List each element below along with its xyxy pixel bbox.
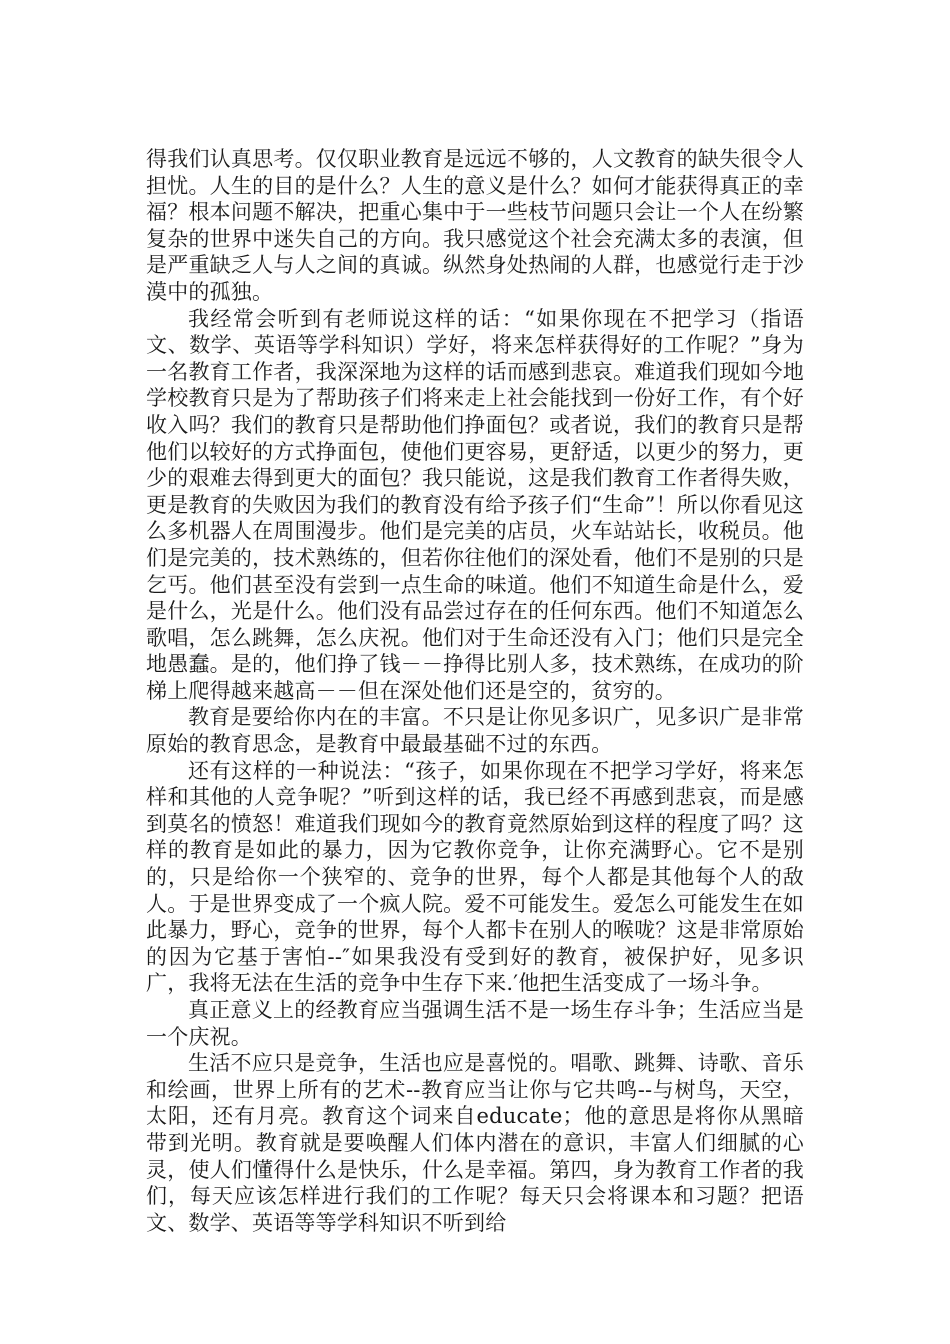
paragraph-1: 得我们认真思考。仅仅职业教育是远远不够的，人文教育的缺失很令人担忧。人生的目的是什么？人生的意义是什么？如何才能获得真正的幸福？根本问题不解决，把重心集中于一些枝节问题只会让一个人在纷繁复杂的世界中迷失自己的方向。我只感觉这个社会充满太多的表演，但是严重缺乏人与人之间的真诚。纵然身处热闹的人群，也感觉行走于沙漠中的孤独。 bbox=[146, 147, 804, 304]
paragraph-5: 真正意义上的经教育应当强调生活不是一场生存斗争；生活应当是一个庆祝。 bbox=[146, 998, 804, 1049]
paragraph-2: 我经常会听到有老师说这样的话：“如果你现在不把学习（指语文、数学、英语等学科知识）学好，将来怎样获得好的工作呢？”身为一名教育工作者，我深深地为这样的话而感到悲哀。难道我们现如今地学校教育只是为了帮助孩子们将来走上社会能找到一份好工作，有个好收入吗？我们的教育只是帮助他们挣面包？或者说，我们的教育只是帮他们以较好的方式挣面包，使他们更容易，更舒适，以更少的努力，更少的艰难去得到更大的面包？我只能说，这是我们教育工作者得失败，更是教育的失败因为我们的教育没有给予孩子们“生命”！所以你看见这么多机器人在周围漫步。他们是完美的店员，火车站站长，收税员。他们是完美的，技术熟练的，但若你往他们的深处看，他们不是别的只是乞丐。他们甚至没有尝到一点生命的味道。他们不知道生命是什么，爱是什么，光是什么。他们没有品尝过存在的任何东西。他们不知道怎么歌唱，怎么跳舞，怎么庆祝。他们对于生命还没有入门；他们只是完全地愚蠢。是的，他们挣了钱－－挣得比别人多，技术熟练，在成功的阶梯上爬得越来越高－－但在深处他们还是空的，贫穷的。 bbox=[146, 306, 804, 703]
document-body bbox=[146, 146, 804, 1236]
paragraph-4: 还有这样的一种说法：“孩子，如果你现在不把学习学好，将来怎样和其他的人竞争呢？”听到这样的话，我已经不再感到悲哀，而是感到莫名的愤怒！难道我们现如今的教育竟然原始到这样的程度了吗？这样的教育是如此的暴力，因为它教你竞争，让你充满野心。它不是别的，只是给你一个狭窄的、竞争的世界，每个人都是其他每个人的敌人。于是世界变成了一个疯人院。爱不可能发生。爱怎么可能发生在如此暴力，野心，竞争的世界，每个人都卡在别人的喉咙？这是非常原始的因为它基于害怕--″如果我没有受到好的教育，被保护好，见多识广，我将无法在生活的竞争中生存下来.′他把生活变成了一场斗争。 bbox=[146, 758, 804, 996]
paragraph-6: 生活不应只是竞争，生活也应是喜悦的。唱歌、跳舞、诗歌、音乐和绘画，世界上所有的艺术--教育应当让你与它共鸣--与树鸟，天空，太阳，还有月亮。教育这个词来自educate；他的意思是将你从黑暗带到光明。教育就是要唤醒人们体内潜在的意识，丰富人们细腻的心灵，使人们懂得什么是快乐，什么是幸福。第四，身为教育工作者的我们，每天应该怎样进行我们的工作呢？每天只会将课本和习题？把语文、数学、英语等等学科知识不听到给 bbox=[146, 1051, 804, 1235]
paragraph-3: 教育是要给你内在的丰富。不只是让你见多识广，见多识广是非常原始的教育思念，是教育中最最基础不过的东西。 bbox=[146, 705, 804, 757]
